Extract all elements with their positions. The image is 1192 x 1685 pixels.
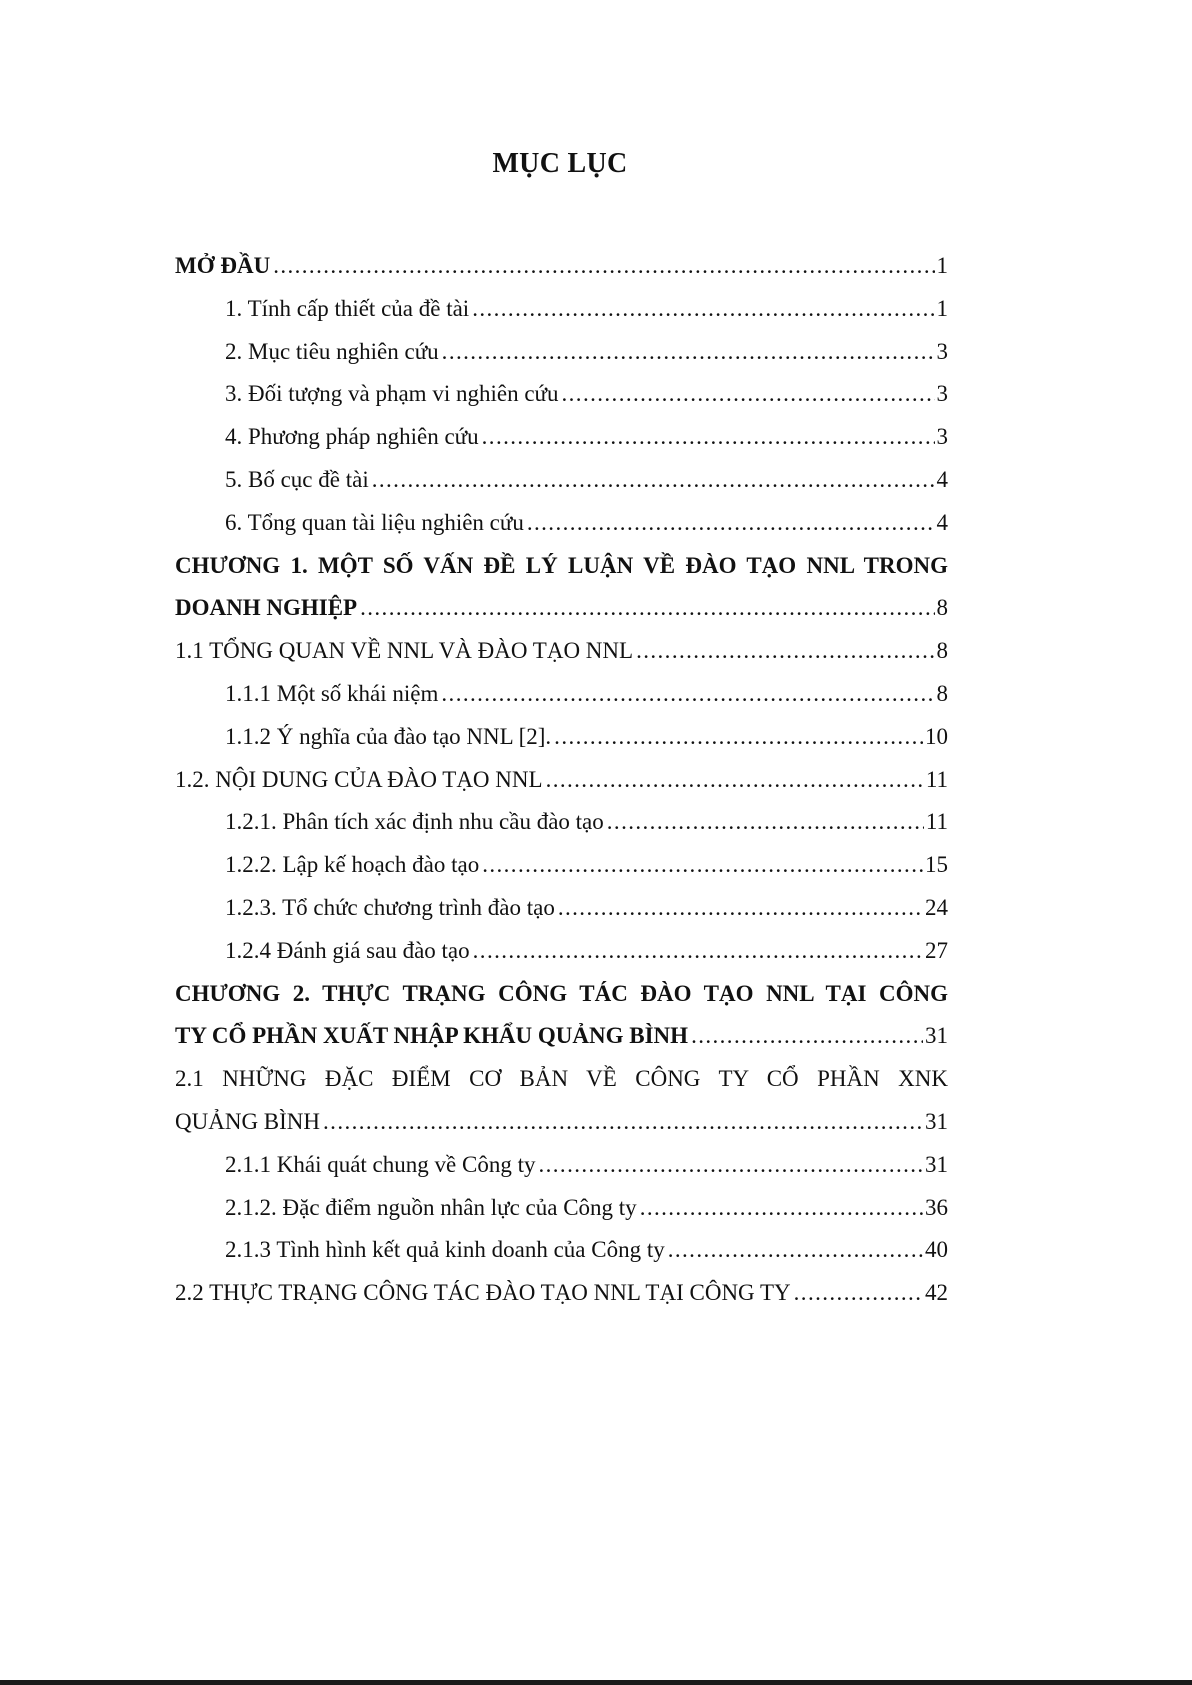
- toc-entry-mo-dau[interactable]: [175, 245, 948, 288]
- dot-leader: [442, 331, 935, 374]
- toc-entry-5[interactable]: [175, 459, 948, 502]
- toc-entry-label: 1.2.2. Lập kế hoạch đào tạo: [225, 852, 480, 878]
- toc-entry-6[interactable]: [175, 502, 948, 545]
- toc-page-number: 1: [936, 253, 948, 278]
- toc-entry-2-2[interactable]: [175, 1272, 948, 1315]
- toc-entry-label: QUẢNG BÌNH: [175, 1108, 321, 1134]
- dot-leader: [323, 1101, 923, 1144]
- dot-leader: [441, 673, 934, 716]
- dot-leader: [640, 1187, 923, 1230]
- dot-leader: [482, 844, 923, 887]
- dot-leader: [372, 459, 935, 502]
- toc-entry-label: 1. Tính cấp thiết của đề tài: [225, 295, 470, 321]
- toc-entry-label-line1: 2.1 NHỮNG ĐẶC ĐIỂM CƠ BẢN VỀ CÔNG TY CỔ PHẦN XNK: [175, 1066, 948, 1092]
- dot-leader: [668, 1229, 923, 1272]
- toc-entry-2-1[interactable]: [175, 1058, 948, 1144]
- toc-entry-3[interactable]: [175, 373, 948, 416]
- toc-entry-1-1-2[interactable]: [175, 716, 948, 759]
- toc-entry-label: 1.1 TỔNG QUAN VỀ NNL VÀ ĐÀO TẠO NNL: [175, 638, 634, 664]
- toc-page-number: 8: [936, 638, 948, 664]
- page-bottom-edge: [0, 1680, 1192, 1685]
- toc-entry-chuong-1[interactable]: [175, 545, 948, 631]
- toc-page-number: 27: [925, 937, 948, 963]
- toc-page-number: 31: [925, 1108, 948, 1134]
- toc-page-number: 31: [925, 1151, 948, 1177]
- toc-entry-4[interactable]: [175, 416, 948, 459]
- toc-entry-label: TY CỔ PHẦN XUẤT NHẬP KHẨU QUẢNG BÌNH: [175, 1023, 689, 1049]
- toc-page-number: 4: [936, 466, 948, 492]
- toc-entry-label: 6. Tổng quan tài liệu nghiên cứu: [225, 509, 524, 535]
- toc-entry-label: 2. Mục tiêu nghiên cứu: [225, 338, 439, 364]
- toc-entry-2-1-2[interactable]: [175, 1187, 948, 1230]
- toc-page-number: 36: [925, 1194, 948, 1220]
- dot-leader: [794, 1272, 923, 1315]
- toc-entry-1[interactable]: [175, 288, 948, 331]
- dot-leader: [546, 759, 924, 802]
- toc-entry-label: 1.1.1 Một số khái niệm: [225, 680, 439, 706]
- toc-page-number: 8: [936, 680, 948, 706]
- toc-page-number: 24: [925, 894, 948, 920]
- toc-entry-label: 1.2. NỘI DUNG CỦA ĐÀO TẠO NNL: [175, 766, 543, 792]
- dot-leader: [472, 288, 934, 331]
- toc-entry-label: 3. Đối tượng và phạm vi nghiên cứu: [225, 381, 559, 407]
- dot-leader: [527, 502, 935, 545]
- dot-leader: [562, 373, 935, 416]
- toc-page-number: 8: [936, 595, 948, 621]
- toc-entry-2-1-1[interactable]: [175, 1144, 948, 1187]
- toc-page-number: 11: [925, 766, 948, 792]
- dot-leader: [360, 587, 934, 630]
- toc-page-number: 1: [936, 295, 948, 321]
- toc-entry-chuong-2[interactable]: [175, 973, 948, 1059]
- toc-entry-1-2-3[interactable]: [175, 887, 948, 930]
- toc-page-number: 3: [936, 338, 948, 364]
- dot-leader: [482, 416, 935, 459]
- toc-page-number: 3: [936, 381, 948, 407]
- toc-entry-label: 2.2 THỰC TRẠNG CÔNG TÁC ĐÀO TẠO NNL TẠI CÔNG TY: [175, 1280, 791, 1306]
- toc-entry-label: 2.1.2. Đặc điểm nguồn nhân lực của Công ty: [225, 1194, 637, 1220]
- toc-entry-2-1-3[interactable]: [175, 1229, 948, 1272]
- dot-leader: [558, 887, 923, 930]
- toc-entry-1-2-1[interactable]: [175, 801, 948, 844]
- toc-page-number: 10: [925, 723, 948, 749]
- toc-entry-label: 4. Phương pháp nghiên cứu: [225, 424, 479, 450]
- toc-entry-label: DOANH NGHIỆP: [175, 595, 358, 621]
- toc-entry-label: 1.2.3. Tổ chức chương trình đào tạo: [225, 894, 555, 920]
- dot-leader: [554, 716, 923, 759]
- toc-page-number: 11: [925, 809, 948, 835]
- dot-leader: [538, 1144, 923, 1187]
- toc-entry-label: 5. Bố cục đề tài: [225, 466, 369, 492]
- toc-page-number: 40: [925, 1237, 948, 1263]
- dot-leader: [636, 630, 934, 673]
- table-of-contents: [175, 245, 948, 1315]
- toc-entry-1-1-1[interactable]: [175, 673, 948, 716]
- toc-page-number: 15: [925, 852, 948, 878]
- dot-leader: [607, 801, 924, 844]
- dot-leader: [473, 930, 923, 973]
- toc-entry-label: 2.1.1 Khái quát chung về Công ty: [225, 1151, 536, 1177]
- dot-leader: [691, 1015, 923, 1058]
- toc-page-number: 3: [936, 424, 948, 450]
- toc-entry-1-2[interactable]: [175, 759, 948, 802]
- toc-page-number: 4: [936, 509, 948, 535]
- toc-entry-label-line1: CHƯƠNG 2. THỰC TRẠNG CÔNG TÁC ĐÀO TẠO NNL TẠI CÔNG: [175, 980, 948, 1006]
- toc-entry-label: MỞ ĐẦU: [175, 253, 271, 278]
- toc-page-number: 31: [925, 1023, 948, 1049]
- toc-entry-2[interactable]: [175, 331, 948, 374]
- toc-entry-label: 1.2.4 Đánh giá sau đào tạo: [225, 937, 470, 963]
- toc-entry-1-1[interactable]: [175, 630, 948, 673]
- toc-entry-label: 2.1.3 Tình hình kết quả kinh doanh của Công ty: [225, 1237, 665, 1263]
- toc-entry-label: 1.1.2 Ý nghĩa của đào tạo NNL [2].: [225, 723, 552, 749]
- dot-leader: [273, 245, 934, 288]
- toc-title: MỤC LỤC: [492, 148, 628, 179]
- toc-entry-1-2-4[interactable]: [175, 930, 948, 973]
- toc-entry-1-2-2[interactable]: [175, 844, 948, 887]
- toc-entry-label: 1.2.1. Phân tích xác định nhu cầu đào tạo: [225, 809, 604, 835]
- toc-page-number: 42: [925, 1280, 948, 1306]
- toc-entry-label-line1: CHƯƠNG 1. MỘT SỐ VẤN ĐỀ LÝ LUẬN VỀ ĐÀO TẠO NNL TRONG: [175, 552, 948, 578]
